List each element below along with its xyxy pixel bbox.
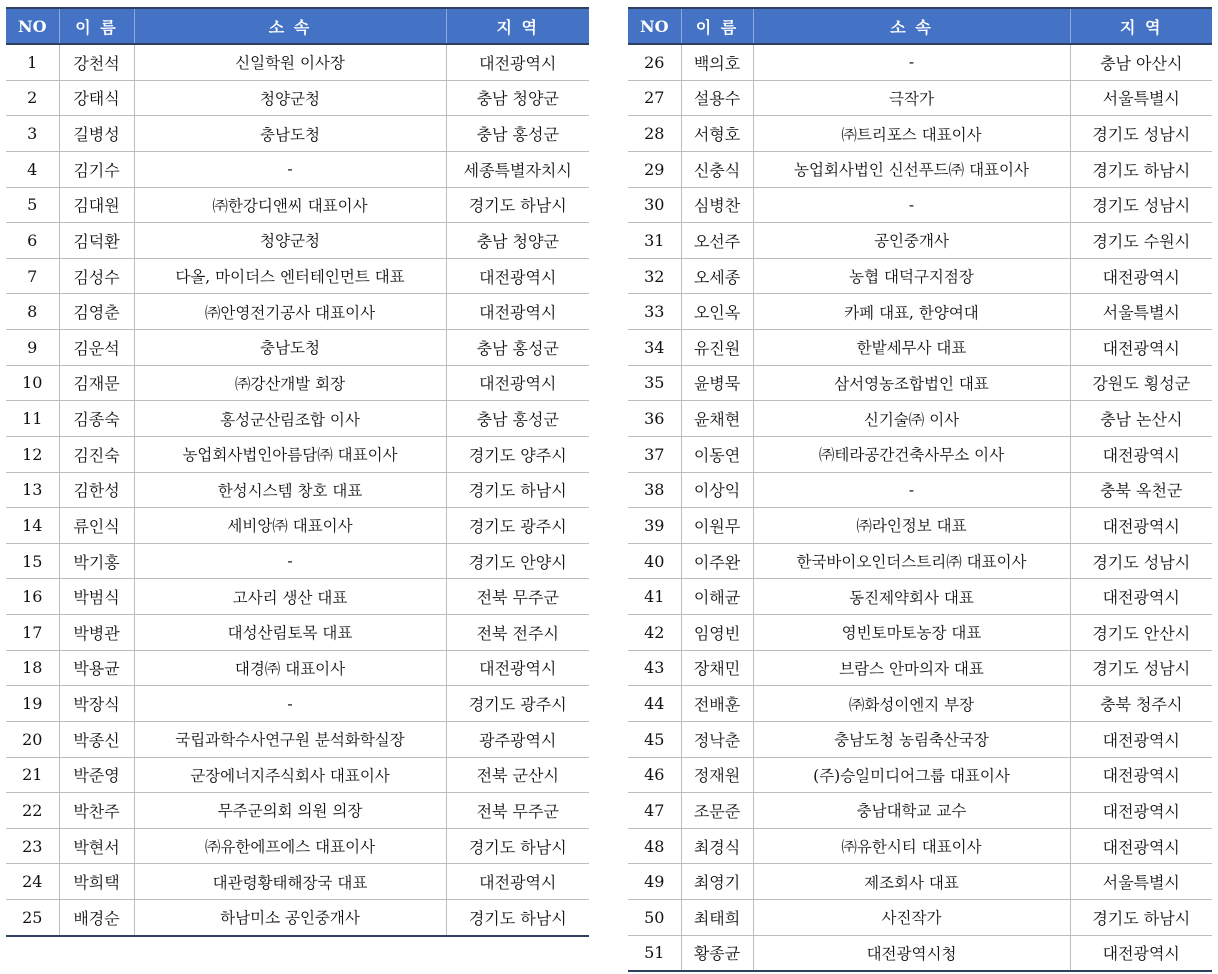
cell-no: 35 <box>628 365 681 401</box>
cell-region: 대전광역시 <box>1070 935 1212 971</box>
table-row <box>6 401 589 437</box>
header-name: 이 름 <box>681 8 753 44</box>
cell-affiliation: - <box>134 543 446 579</box>
cell-name: 김종숙 <box>59 401 134 437</box>
cell-region: 충남 아산시 <box>1070 44 1212 80</box>
table-row <box>628 365 1212 401</box>
cell-name: 김운석 <box>59 330 134 366</box>
roster-table-right <box>628 7 1212 972</box>
table-row <box>628 686 1212 722</box>
roster-table-left <box>6 7 589 937</box>
cell-no: 34 <box>628 330 681 366</box>
cell-affiliation: ㈜안영전기공사 대표이사 <box>134 294 446 330</box>
cell-name: 김진숙 <box>59 436 134 472</box>
cell-name: 조문준 <box>681 793 753 829</box>
cell-region: 경기도 수원시 <box>1070 223 1212 259</box>
cell-no: 26 <box>628 44 681 80</box>
table-row <box>6 650 589 686</box>
table-row <box>6 900 589 936</box>
cell-name: 이동연 <box>681 436 753 472</box>
cell-affiliation: 하남미소 공인중개사 <box>134 900 446 936</box>
cell-no: 46 <box>628 757 681 793</box>
table-row <box>6 436 589 472</box>
cell-no: 36 <box>628 401 681 437</box>
table-row <box>6 330 589 366</box>
cell-name: 박현서 <box>59 828 134 864</box>
header-no: NO <box>6 8 59 44</box>
cell-name: 신충식 <box>681 151 753 187</box>
cell-name: 황종균 <box>681 935 753 971</box>
cell-affiliation: - <box>753 472 1070 508</box>
cell-no: 16 <box>6 579 59 615</box>
cell-no: 12 <box>6 436 59 472</box>
cell-no: 45 <box>628 721 681 757</box>
header-region: 지 역 <box>1070 8 1212 44</box>
cell-region: 대전광역시 <box>1070 436 1212 472</box>
cell-name: 박희택 <box>59 864 134 900</box>
cell-region: 경기도 광주시 <box>446 508 589 544</box>
cell-region: 전북 전주시 <box>446 615 589 651</box>
header-name: 이 름 <box>59 8 134 44</box>
cell-no: 8 <box>6 294 59 330</box>
cell-name: 박종신 <box>59 721 134 757</box>
cell-name: 최태희 <box>681 900 753 936</box>
cell-region: 전북 무주군 <box>446 793 589 829</box>
cell-affiliation: ㈜라인정보 대표 <box>753 508 1070 544</box>
cell-affiliation: 한국바이오인더스트리㈜ 대표이사 <box>753 543 1070 579</box>
cell-no: 11 <box>6 401 59 437</box>
cell-affiliation: 농업회사법인 신선푸드㈜ 대표이사 <box>753 151 1070 187</box>
cell-no: 22 <box>6 793 59 829</box>
cell-no: 39 <box>628 508 681 544</box>
cell-affiliation: 농업회사법인아름담㈜ 대표이사 <box>134 436 446 472</box>
header-affiliation: 소 속 <box>753 8 1070 44</box>
table-row <box>6 116 589 152</box>
roster-body-left <box>6 44 589 936</box>
cell-no: 14 <box>6 508 59 544</box>
cell-affiliation: 세비앙㈜ 대표이사 <box>134 508 446 544</box>
cell-region: 충남 홍성군 <box>446 401 589 437</box>
cell-affiliation: ㈜한강디앤씨 대표이사 <box>134 187 446 223</box>
cell-no: 4 <box>6 151 59 187</box>
cell-no: 20 <box>6 721 59 757</box>
cell-affiliation: 한밭세무사 대표 <box>753 330 1070 366</box>
table-row <box>6 579 589 615</box>
table-row <box>6 44 589 80</box>
cell-region: 대전광역시 <box>446 650 589 686</box>
cell-name: 윤병묵 <box>681 365 753 401</box>
cell-no: 43 <box>628 650 681 686</box>
cell-affiliation: 영빈토마토농장 대표 <box>753 615 1070 651</box>
cell-no: 6 <box>6 223 59 259</box>
cell-region: 충북 옥천군 <box>1070 472 1212 508</box>
cell-no: 51 <box>628 935 681 971</box>
cell-name: 이해균 <box>681 579 753 615</box>
cell-name: 이주완 <box>681 543 753 579</box>
cell-region: 대전광역시 <box>446 258 589 294</box>
cell-region: 대전광역시 <box>1070 258 1212 294</box>
cell-affiliation: 무주군의회 의원 의장 <box>134 793 446 829</box>
cell-no: 3 <box>6 116 59 152</box>
table-row <box>628 543 1212 579</box>
cell-no: 2 <box>6 80 59 116</box>
table-row <box>6 721 589 757</box>
table-row <box>628 187 1212 223</box>
cell-no: 33 <box>628 294 681 330</box>
cell-affiliation: ㈜강산개발 회장 <box>134 365 446 401</box>
cell-affiliation: 카페 대표, 한양여대 <box>753 294 1070 330</box>
table-row <box>628 258 1212 294</box>
cell-region: 경기도 하남시 <box>1070 151 1212 187</box>
cell-name: 심병찬 <box>681 187 753 223</box>
cell-region: 경기도 성남시 <box>1070 187 1212 223</box>
cell-name: 김재문 <box>59 365 134 401</box>
table-row <box>628 223 1212 259</box>
cell-affiliation: 제조회사 대표 <box>753 864 1070 900</box>
cell-affiliation: ㈜유한에프에스 대표이사 <box>134 828 446 864</box>
cell-no: 37 <box>628 436 681 472</box>
cell-no: 42 <box>628 615 681 651</box>
cell-no: 47 <box>628 793 681 829</box>
cell-affiliation: 동진제약회사 대표 <box>753 579 1070 615</box>
cell-region: 대전광역시 <box>446 864 589 900</box>
cell-no: 21 <box>6 757 59 793</box>
table-row <box>6 686 589 722</box>
cell-region: 전북 무주군 <box>446 579 589 615</box>
cell-region: 전북 군산시 <box>446 757 589 793</box>
table-row <box>6 543 589 579</box>
cell-name: 박범식 <box>59 579 134 615</box>
cell-affiliation: ㈜테라공간건축사무소 이사 <box>753 436 1070 472</box>
table-row <box>628 721 1212 757</box>
table-row <box>628 401 1212 437</box>
cell-no: 24 <box>6 864 59 900</box>
cell-affiliation: 충남도청 <box>134 330 446 366</box>
cell-name: 장채민 <box>681 650 753 686</box>
cell-name: 오인옥 <box>681 294 753 330</box>
cell-no: 30 <box>628 187 681 223</box>
cell-region: 대전광역시 <box>446 294 589 330</box>
cell-no: 38 <box>628 472 681 508</box>
cell-region: 경기도 하남시 <box>446 472 589 508</box>
cell-region: 충남 청양군 <box>446 80 589 116</box>
table-row <box>6 757 589 793</box>
table-row <box>628 828 1212 864</box>
cell-no: 40 <box>628 543 681 579</box>
cell-affiliation: 신일학원 이사장 <box>134 44 446 80</box>
cell-region: 충북 청주시 <box>1070 686 1212 722</box>
table-row <box>628 294 1212 330</box>
cell-affiliation: 홍성군산림조합 이사 <box>134 401 446 437</box>
table-row <box>6 472 589 508</box>
cell-no: 23 <box>6 828 59 864</box>
table-row <box>628 900 1212 936</box>
table-row <box>628 757 1212 793</box>
table-row <box>628 80 1212 116</box>
cell-name: 박병관 <box>59 615 134 651</box>
cell-name: 박준영 <box>59 757 134 793</box>
cell-region: 대전광역시 <box>1070 828 1212 864</box>
cell-region: 대전광역시 <box>1070 757 1212 793</box>
cell-no: 1 <box>6 44 59 80</box>
cell-affiliation: 청양군청 <box>134 223 446 259</box>
cell-region: 충남 홍성군 <box>446 330 589 366</box>
table-row <box>628 615 1212 651</box>
cell-region: 대전광역시 <box>1070 721 1212 757</box>
header-no: NO <box>628 8 681 44</box>
cell-affiliation: 충남대학교 교수 <box>753 793 1070 829</box>
cell-affiliation: ㈜유한시티 대표이사 <box>753 828 1070 864</box>
cell-no: 27 <box>628 80 681 116</box>
cell-region: 경기도 양주시 <box>446 436 589 472</box>
cell-region: 경기도 하남시 <box>446 187 589 223</box>
cell-no: 49 <box>628 864 681 900</box>
table-row <box>6 80 589 116</box>
cell-no: 10 <box>6 365 59 401</box>
cell-name: 강태식 <box>59 80 134 116</box>
cell-name: 강천석 <box>59 44 134 80</box>
cell-region: 대전광역시 <box>1070 793 1212 829</box>
table-row <box>6 508 589 544</box>
cell-region: 충남 논산시 <box>1070 401 1212 437</box>
cell-name: 길병성 <box>59 116 134 152</box>
cell-affiliation: 고사리 생산 대표 <box>134 579 446 615</box>
table-row <box>628 650 1212 686</box>
cell-affiliation: - <box>753 44 1070 80</box>
cell-affiliation: 대성산림토목 대표 <box>134 615 446 651</box>
cell-name: 박용균 <box>59 650 134 686</box>
cell-name: 김성수 <box>59 258 134 294</box>
cell-affiliation: ㈜트리포스 대표이사 <box>753 116 1070 152</box>
cell-no: 25 <box>6 900 59 936</box>
cell-region: 경기도 하남시 <box>446 900 589 936</box>
cell-name: 이원무 <box>681 508 753 544</box>
cell-no: 5 <box>6 187 59 223</box>
cell-affiliation: 국립과학수사연구원 분석화학실장 <box>134 721 446 757</box>
cell-affiliation: 한성시스템 창호 대표 <box>134 472 446 508</box>
cell-affiliation: - <box>753 187 1070 223</box>
table-row <box>628 579 1212 615</box>
cell-affiliation: 사진작가 <box>753 900 1070 936</box>
table-row <box>628 116 1212 152</box>
cell-affiliation: 청양군청 <box>134 80 446 116</box>
table-row <box>6 223 589 259</box>
cell-no: 17 <box>6 615 59 651</box>
cell-region: 서울특별시 <box>1070 864 1212 900</box>
header-row <box>6 8 589 44</box>
cell-name: 이상익 <box>681 472 753 508</box>
table-row <box>628 44 1212 80</box>
cell-no: 18 <box>6 650 59 686</box>
cell-no: 41 <box>628 579 681 615</box>
cell-region: 경기도 성남시 <box>1070 650 1212 686</box>
cell-affiliation: 극작가 <box>753 80 1070 116</box>
cell-name: 정재원 <box>681 757 753 793</box>
cell-name: 김덕환 <box>59 223 134 259</box>
cell-region: 경기도 성남시 <box>1070 543 1212 579</box>
cell-region: 충남 홍성군 <box>446 116 589 152</box>
cell-name: 김기수 <box>59 151 134 187</box>
cell-region: 대전광역시 <box>446 365 589 401</box>
cell-name: 정낙춘 <box>681 721 753 757</box>
cell-affiliation: ㈜화성이엔지 부장 <box>753 686 1070 722</box>
cell-affiliation: - <box>134 151 446 187</box>
cell-affiliation: 다올, 마이더스 엔터테인먼트 대표 <box>134 258 446 294</box>
cell-affiliation: 대관령황태해장국 대표 <box>134 864 446 900</box>
cell-region: 대전광역시 <box>1070 579 1212 615</box>
cell-name: 오세종 <box>681 258 753 294</box>
cell-name: 박장식 <box>59 686 134 722</box>
cell-region: 경기도 하남시 <box>446 828 589 864</box>
cell-region: 경기도 안산시 <box>1070 615 1212 651</box>
cell-no: 31 <box>628 223 681 259</box>
cell-no: 50 <box>628 900 681 936</box>
table-row <box>628 935 1212 971</box>
table-row <box>628 864 1212 900</box>
cell-name: 전배훈 <box>681 686 753 722</box>
cell-region: 대전광역시 <box>1070 330 1212 366</box>
cell-no: 15 <box>6 543 59 579</box>
cell-name: 설용수 <box>681 80 753 116</box>
cell-no: 29 <box>628 151 681 187</box>
cell-affiliation: 신기술㈜ 이사 <box>753 401 1070 437</box>
table-row <box>6 151 589 187</box>
cell-affiliation: (주)승일미디어그룹 대표이사 <box>753 757 1070 793</box>
cell-name: 윤채현 <box>681 401 753 437</box>
cell-name: 임영빈 <box>681 615 753 651</box>
table-row <box>6 365 589 401</box>
table-row <box>6 864 589 900</box>
cell-affiliation: - <box>134 686 446 722</box>
cell-region: 경기도 성남시 <box>1070 116 1212 152</box>
cell-affiliation: 삼서영농조합법인 대표 <box>753 365 1070 401</box>
cell-name: 유진원 <box>681 330 753 366</box>
cell-no: 13 <box>6 472 59 508</box>
cell-name: 박기홍 <box>59 543 134 579</box>
cell-affiliation: 농협 대덕구지점장 <box>753 258 1070 294</box>
table-row <box>628 508 1212 544</box>
cell-no: 7 <box>6 258 59 294</box>
cell-name: 박찬주 <box>59 793 134 829</box>
roster-body-right <box>628 44 1212 971</box>
cell-name: 배경순 <box>59 900 134 936</box>
cell-region: 충남 청양군 <box>446 223 589 259</box>
table-row <box>628 793 1212 829</box>
cell-name: 김한성 <box>59 472 134 508</box>
table-row <box>6 793 589 829</box>
table-row <box>628 472 1212 508</box>
cell-name: 김대원 <box>59 187 134 223</box>
table-row <box>6 828 589 864</box>
cell-region: 경기도 광주시 <box>446 686 589 722</box>
cell-no: 28 <box>628 116 681 152</box>
cell-affiliation: 충남도청 농림축산국장 <box>753 721 1070 757</box>
table-row <box>6 615 589 651</box>
cell-region: 대전광역시 <box>446 44 589 80</box>
table-row <box>6 187 589 223</box>
cell-name: 류인식 <box>59 508 134 544</box>
table-row <box>628 151 1212 187</box>
cell-name: 최영기 <box>681 864 753 900</box>
table-row <box>628 330 1212 366</box>
cell-no: 32 <box>628 258 681 294</box>
cell-name: 오선주 <box>681 223 753 259</box>
cell-region: 강원도 횡성군 <box>1070 365 1212 401</box>
table-row <box>628 436 1212 472</box>
cell-name: 최경식 <box>681 828 753 864</box>
cell-region: 서울특별시 <box>1070 294 1212 330</box>
cell-region: 대전광역시 <box>1070 508 1212 544</box>
header-region: 지 역 <box>446 8 589 44</box>
cell-no: 19 <box>6 686 59 722</box>
cell-affiliation: 군장에너지주식회사 대표이사 <box>134 757 446 793</box>
cell-affiliation: 대경㈜ 대표이사 <box>134 650 446 686</box>
cell-region: 세종특별자치시 <box>446 151 589 187</box>
cell-name: 김영춘 <box>59 294 134 330</box>
cell-affiliation: 공인중개사 <box>753 223 1070 259</box>
cell-affiliation: 대전광역시청 <box>753 935 1070 971</box>
header-row <box>628 8 1212 44</box>
cell-region: 경기도 안양시 <box>446 543 589 579</box>
cell-name: 서형호 <box>681 116 753 152</box>
cell-no: 48 <box>628 828 681 864</box>
cell-no: 44 <box>628 686 681 722</box>
cell-no: 9 <box>6 330 59 366</box>
cell-region: 광주광역시 <box>446 721 589 757</box>
cell-affiliation: 충남도청 <box>134 116 446 152</box>
header-affiliation: 소 속 <box>134 8 446 44</box>
cell-region: 경기도 하남시 <box>1070 900 1212 936</box>
cell-affiliation: 브람스 안마의자 대표 <box>753 650 1070 686</box>
cell-name: 백의호 <box>681 44 753 80</box>
table-row <box>6 294 589 330</box>
table-row <box>6 258 589 294</box>
cell-region: 서울특별시 <box>1070 80 1212 116</box>
